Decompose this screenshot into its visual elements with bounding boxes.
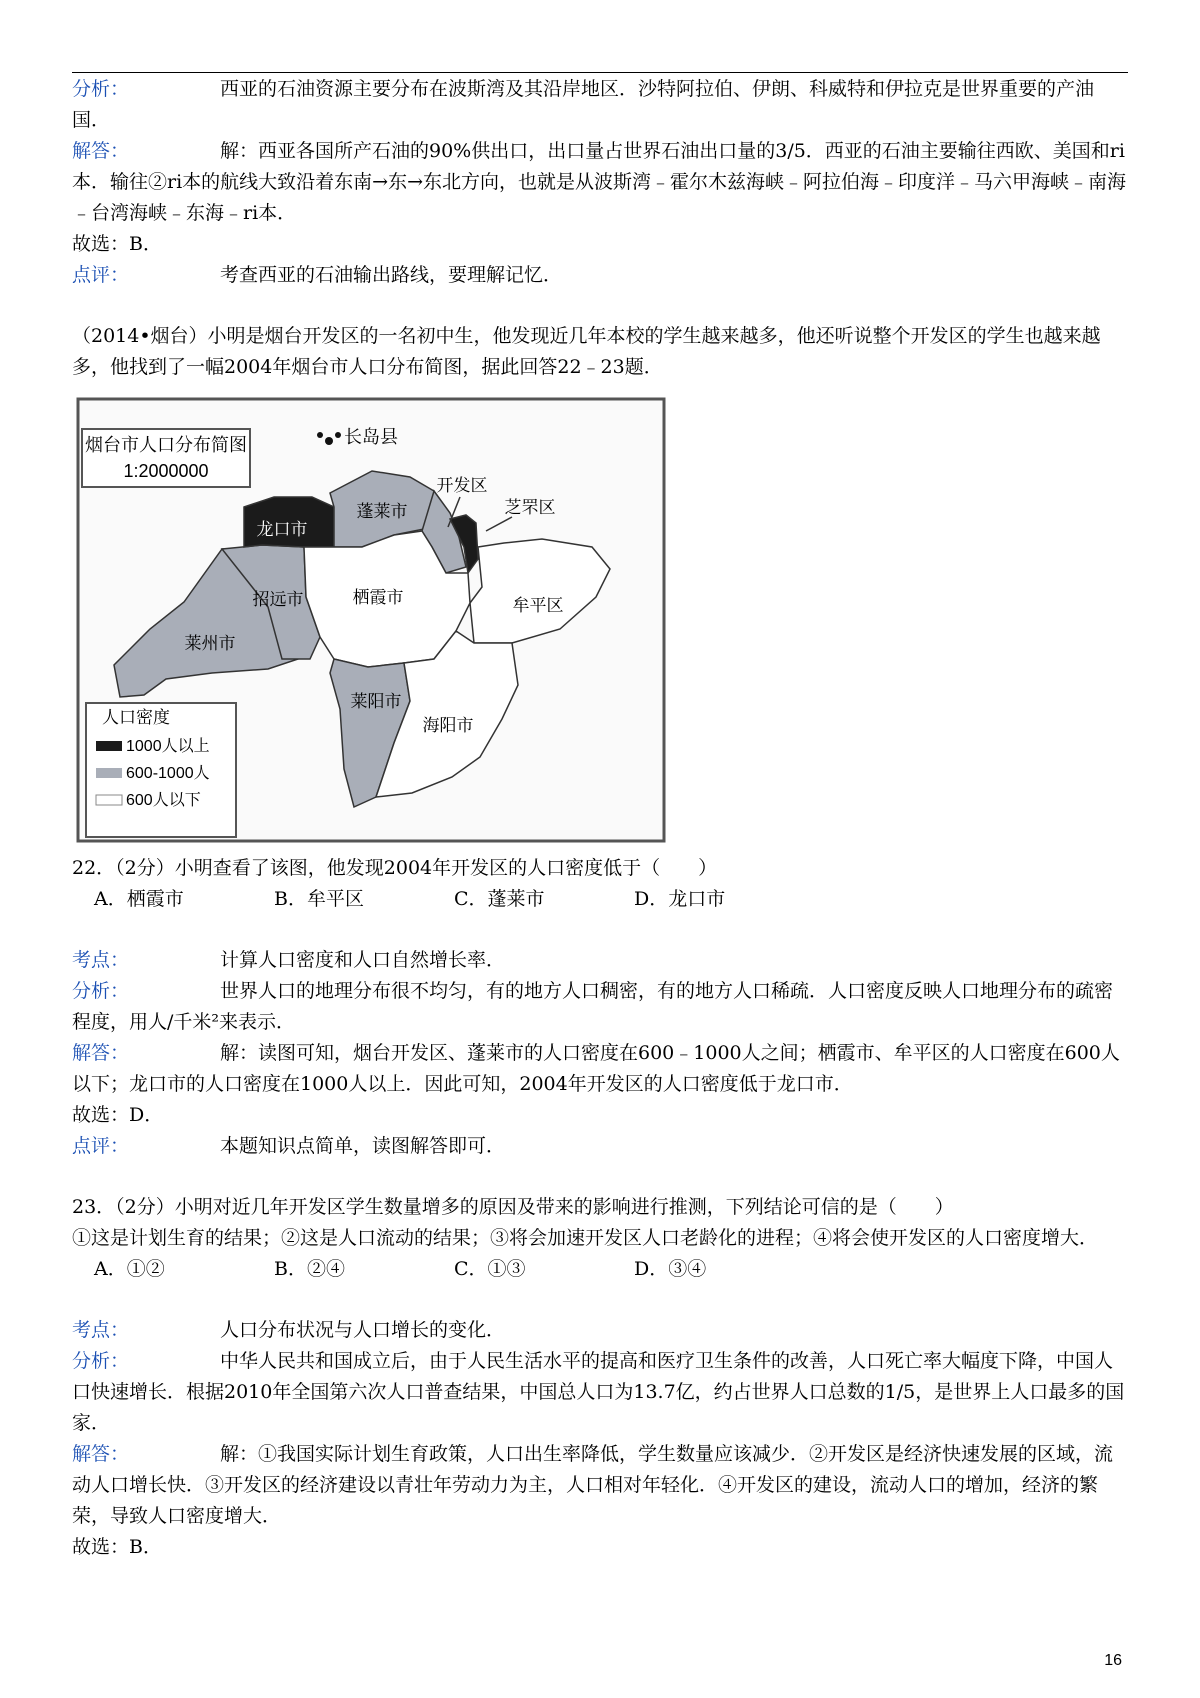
label-zhaoyuan: 招远市 [252, 590, 304, 609]
q23-option-c: C．①③ [454, 1258, 526, 1280]
q22-solution-text: 解：读图可知，烟台开发区、蓬莱市的人口密度在600﹣1000人之间；栖霞市、牟平区的人口密度在600人以下；龙口市的人口密度在1000人以上．因此可知，2004年开发区的人口密度低于龙口市． [72, 1042, 1120, 1095]
comment-label: 点评： [72, 264, 130, 286]
answer-line: 故选：B． [72, 233, 162, 255]
label-laiyang: 莱阳市 [350, 692, 402, 711]
q23-option-b: B．②④ [274, 1258, 345, 1280]
island [335, 432, 341, 438]
solution-label: 解答： [72, 1042, 130, 1064]
q22-comment-text: 本题知识点简单，读图解答即可． [220, 1135, 506, 1157]
q23-solution-text: 解：①我国实际计划生育政策，人口出生率降低，学生数量应该减少．②开发区是经济快速发展的区域，流动人口增长快．③开发区的经济建设以青壮年劳动力为主，人口相对年轻化．④开发区的建设，流动人口的增加，经济的繁荣，导致人口密度增大． [72, 1443, 1114, 1527]
comment-label: 点评： [72, 1135, 130, 1157]
analysis-label: 分析： [72, 980, 130, 1002]
q22-analysis [72, 976, 1128, 1038]
q22-solution [72, 1038, 1128, 1100]
q23-analysis-text: 中华人民共和国成立后，由于人民生活水平的提高和医疗卫生条件的改善，人口死亡率大幅度下降，中国人口快速增长．根据2010年全国第六次人口普查结果，中国总人口为13.7亿，约占世界人口总数的1/5，是世界上人口最多的国家． [72, 1350, 1125, 1434]
analysis-label: 分析： [72, 78, 130, 100]
q22-option-d: D．龙口市 [634, 888, 726, 910]
label-muping: 牟平区 [512, 596, 564, 615]
q23-options [72, 1254, 1128, 1285]
q23-stem: 23．（2分）小明对近几年开发区学生数量增多的原因及带来的影响进行推测，下列结论可信的是（ ） [72, 1196, 954, 1218]
legend-title: 人口密度 [102, 708, 170, 727]
label-changdao: 长岛县 [344, 427, 398, 447]
label-haiyang: 海阳市 [422, 716, 474, 735]
q22-analysis-text: 世界人口的地理分布很不均匀，有的地方人口稠密，有的地方人口稀疏．人口密度反映人口地理分布的疏密程度，用人/千米²来表示． [72, 980, 1114, 1033]
q22-kaodian [72, 945, 1128, 976]
map-title: 烟台市人口分布简图 [85, 435, 247, 455]
document-page [72, 74, 1128, 1563]
label-penglai: 蓬莱市 [356, 502, 408, 521]
q23-analysis [72, 1346, 1128, 1439]
island [317, 432, 323, 438]
solution-text: 解：西亚各国所产石油的90%供出口，出口量占世界石油出口量的3/5．西亚的石油主要输往西欧、美国和ri本．输往②ri本的航线大致沿着东南→东→东北方向，也就是从波斯湾﹣霍尔木兹海峡﹣阿拉伯海﹣印度洋﹣马六甲海峡﹣南海﹣台湾海峡﹣东海﹣ri本． [72, 140, 1127, 224]
q23-option-a: A．①② [94, 1258, 165, 1280]
label-longkou: 龙口市 [256, 520, 308, 539]
q22-answer: 故选：D． [72, 1104, 164, 1126]
q23-kaodian-text: 人口分布状况与人口增长的变化． [220, 1319, 506, 1341]
q22-option-a: A．栖霞市 [94, 888, 184, 910]
legend-high: 1000人以上 [126, 738, 210, 755]
legend-mid: 600-1000人 [126, 765, 210, 782]
kaodian-label: 考点： [72, 949, 130, 971]
label-zhifu: 芝罘区 [504, 498, 556, 517]
legend-swatch-high [96, 741, 122, 751]
comment-text: 考查西亚的石油输出路线，要理解记忆． [220, 264, 563, 286]
intro-paragraph: （2014•烟台）小明是烟台开发区的一名初中生，他发现近几年本校的学生越来越多，他还听说整个开发区的学生也越来越多，他找到了一幅2004年烟台市人口分布简图，据此回答22﹣23题． [72, 325, 1101, 378]
q22-kaodian-text: 计算人口密度和人口自然增长率． [220, 949, 506, 971]
solution-block [72, 136, 1128, 229]
map-svg [72, 397, 670, 845]
label-laizhou: 莱州市 [184, 634, 236, 653]
solution-label: 解答： [72, 1443, 130, 1465]
island [325, 437, 333, 445]
comment-block [72, 260, 1128, 291]
label-kaifaqu: 开发区 [436, 476, 488, 495]
solution-label: 解答： [72, 140, 130, 162]
q22-stem: 22．（2分）小明查看了该图，他发现2004年开发区的人口密度低于（ ） [72, 857, 718, 879]
label-qixia: 栖霞市 [352, 588, 404, 607]
q23-statements: ①这是计划生育的结果；②这是人口流动的结果；③将会加速开发区人口老龄化的进程；④将会使开发区的人口密度增大． [72, 1227, 1099, 1249]
page-number: 16 [1104, 1652, 1122, 1669]
legend-swatch-mid [96, 768, 122, 778]
q23-solution [72, 1439, 1128, 1532]
map-scale: 1:2000000 [123, 461, 209, 481]
analysis-label: 分析： [72, 1350, 130, 1372]
legend-low: 600人以下 [126, 792, 201, 809]
q23-option-d: D．③④ [634, 1258, 707, 1280]
q22-option-c: C．蓬莱市 [454, 888, 545, 910]
population-map [72, 397, 670, 845]
legend-swatch-low [96, 795, 122, 805]
q23-answer: 故选：B． [72, 1536, 162, 1558]
header-rule [72, 72, 1128, 73]
q23-kaodian [72, 1315, 1128, 1346]
kaodian-label: 考点： [72, 1319, 130, 1341]
q22-option-b: B．牟平区 [274, 888, 364, 910]
q22-comment [72, 1131, 1128, 1162]
analysis-block [72, 74, 1128, 136]
q22-options [72, 884, 1128, 915]
analysis-text: 西亚的石油资源主要分布在波斯湾及其沿岸地区．沙特阿拉伯、伊朗、科威特和伊拉克是世界重要的产油国． [72, 78, 1095, 131]
